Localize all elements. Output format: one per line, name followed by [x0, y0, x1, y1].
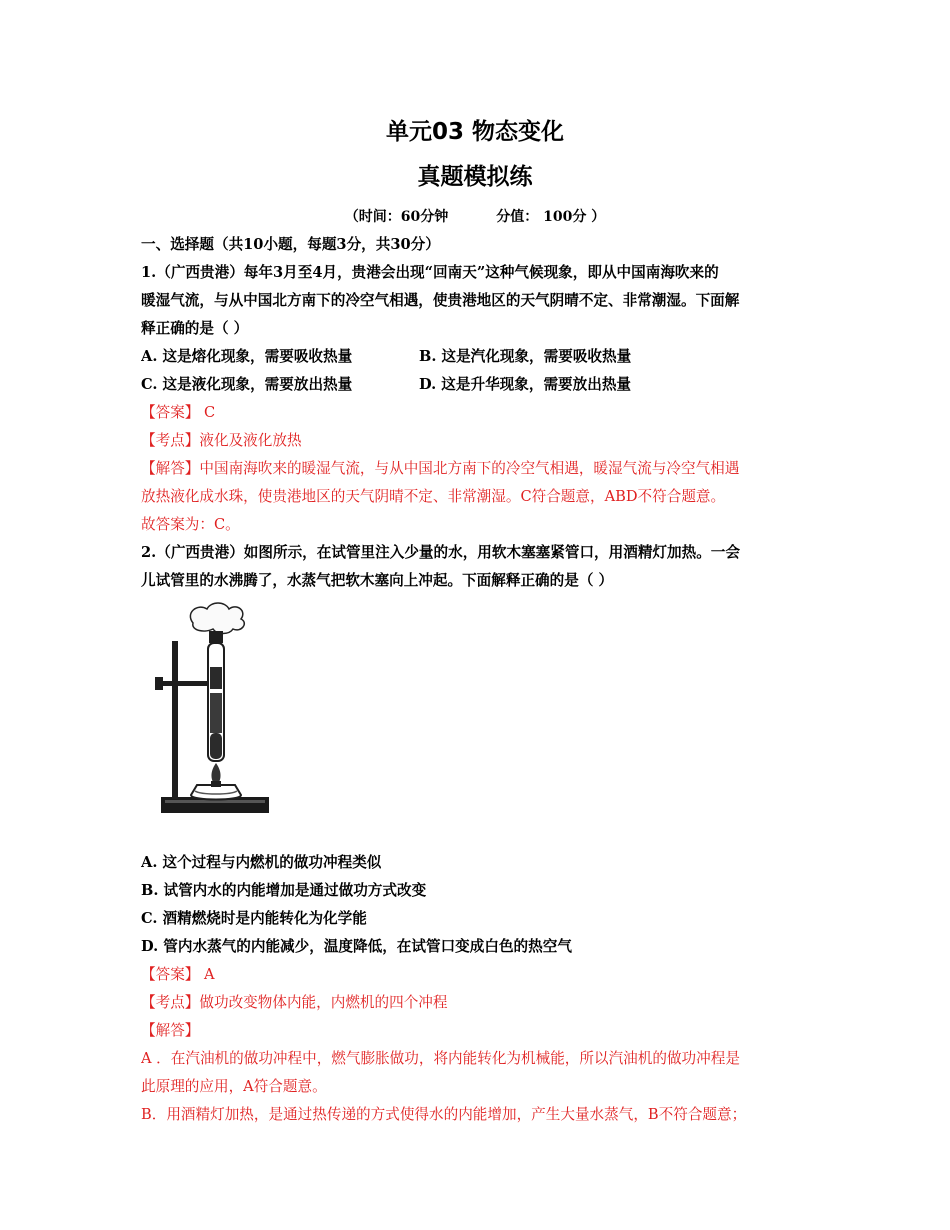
section-heading: 一、选择题（共10小题，每题3分，共30分） — [141, 236, 440, 253]
q2-option-b: B. 试管内水的内能增加是通过做功方式改变 — [141, 882, 427, 899]
stand-rod — [172, 641, 178, 799]
q1-stem-line: 暖湿气流，与从中国北方南下的冷空气相遇，使贵港地区的天气阴晴不定、非常潮湿。下面解 — [141, 292, 740, 309]
q2-option-c: C. 酒精燃烧时是内能转化为化学能 — [141, 910, 367, 927]
q1-analysis-line: 放热液化成水珠，使贵港地区的天气阴晴不定、非常潮湿。C符合题意，ABD不符合题意。 — [141, 488, 726, 505]
q1-answer: 【答案】 C — [141, 404, 216, 421]
q1-stem-line: 1.（广西贵港）每年3月至4月，贵港会出现“回南天”这种气候现象，即从中国南海吹来的 — [141, 264, 719, 281]
steam-cloud — [190, 603, 244, 634]
question-1 — [141, 259, 811, 539]
content — [141, 231, 811, 1129]
q1-stem-line: 释正确的是（ ） — [141, 320, 249, 337]
q1-point: 【考点】液化及液化放热 — [141, 432, 302, 449]
time-label: （时间：60分钟 — [344, 209, 449, 225]
question-2 — [141, 539, 811, 1129]
q2-analysis-line: 此原理的应用，A符合题意。 — [141, 1078, 327, 1095]
page-subtitle: 真题模拟练 — [417, 164, 533, 190]
q2-analysis-line: B．用酒精灯加热，是通过热传递的方式使得水的内能增加，产生大量水蒸气，B不符合题意； — [141, 1106, 747, 1123]
q2-point: 【考点】做功改变物体内能，内燃机的四个冲程 — [141, 994, 448, 1011]
page-title: 单元03 物态变化 — [385, 119, 564, 145]
exam-meta — [0, 206, 950, 226]
q2-option-a: A. 这个过程与内燃机的做功冲程类似 — [141, 854, 382, 871]
q1-conclusion: 故答案为：C。 — [141, 516, 240, 533]
q1-options-row — [141, 343, 811, 371]
cork — [209, 631, 223, 643]
q2-analysis-label: 【解答】 — [141, 1022, 200, 1039]
q2-answer: 【答案】 A — [141, 966, 215, 983]
q1-options-row — [141, 371, 811, 399]
q1-option-b: B. 这是汽化现象，需要吸收热量 — [419, 348, 632, 365]
q2-stem-line: 儿试管里的水沸腾了，水蒸气把软木塞向上冲起。下面解释正确的是（ ） — [141, 572, 614, 589]
q1-option-a: A. 这是熔化现象，需要吸收热量 — [141, 348, 353, 365]
experiment-figure — [141, 601, 811, 845]
score-label: 分值： 100分 ） — [496, 209, 606, 225]
q2-analysis-line: A ．在汽油机的做功冲程中，燃气膨胀做功，将内能转化为机械能，所以汽油机的做功冲程是 — [141, 1050, 740, 1067]
q1-analysis-line: 【解答】中国南海吹来的暖湿气流，与从中国北方南下的冷空气相遇，暖湿气流与冷空气相遇 — [141, 460, 740, 477]
q2-option-d: D. 管内水蒸气的内能减少，温度降低，在试管口变成白色的热空气 — [141, 938, 572, 955]
test-tube-apparatus-illustration — [141, 601, 281, 827]
q1-option-d: D. 这是升华现象，需要放出热量 — [419, 376, 632, 393]
q2-stem-line: 2.（广西贵港）如图所示，在试管里注入少量的水，用软木塞塞紧管口，用酒精灯加热。一会 — [141, 544, 740, 561]
q1-option-c: C. 这是液化现象，需要放出热量 — [141, 376, 353, 393]
